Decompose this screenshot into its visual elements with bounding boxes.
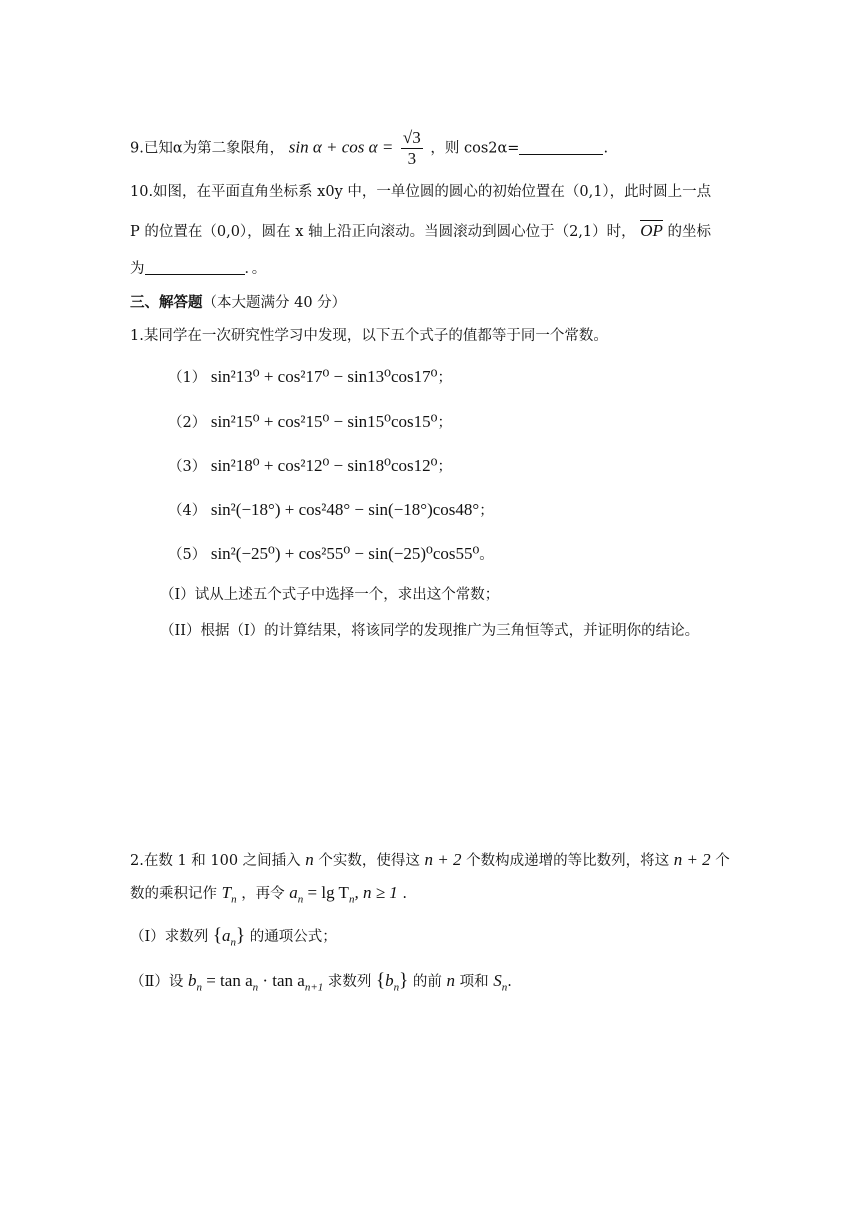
p2-line-2-end: . bbox=[402, 886, 407, 902]
p2-an-definition: $a_n = \lg T_n$, n ≥ 1 bbox=[289, 883, 398, 906]
p2-tn-symbol: T bbox=[221, 883, 232, 902]
p2-part-1-text: （Ⅰ）求数列 bbox=[130, 929, 209, 945]
formula-label: （4） bbox=[168, 503, 207, 519]
section-title: 三、解答题 bbox=[130, 294, 203, 311]
problem-2-part-2 bbox=[130, 970, 512, 998]
formula-expression: sin²(−25⁰) + cos²55⁰ − sin(−25)⁰cos55⁰ bbox=[210, 544, 480, 563]
formula-expression: sin²18⁰ + cos²12⁰ − sin18⁰cos12⁰ bbox=[210, 456, 438, 475]
q10-line-3-end: ．。 bbox=[244, 261, 267, 277]
q9-fraction-numerator: √3 bbox=[402, 128, 421, 147]
q10-line-3-text: 为 bbox=[130, 261, 145, 277]
p2-text-6: ，再令 bbox=[241, 886, 285, 902]
p2-part-2-end: . bbox=[507, 974, 512, 990]
p2-sn: $S_n$ bbox=[493, 971, 508, 994]
formula-expression: sin²(−18°) + cos²48° − sin(−18°)cos48° bbox=[210, 500, 480, 519]
question-9 bbox=[130, 128, 608, 169]
op-vector: OP bbox=[640, 221, 663, 240]
formula-end: ； bbox=[437, 370, 452, 386]
formula-end: 。 bbox=[479, 547, 494, 563]
brace-right-icon: } bbox=[235, 925, 246, 946]
formula-expression: sin²13⁰ + cos²17⁰ − sin13⁰cos17⁰ bbox=[210, 367, 438, 386]
q9-fraction bbox=[401, 128, 423, 169]
p2-text-1: 2.在数 1 和 100 之间插入 bbox=[130, 853, 301, 869]
q9-answer-blank[interactable] bbox=[519, 154, 603, 155]
formula-end: ； bbox=[479, 503, 494, 519]
p2-part-2-text-4: 项和 bbox=[459, 974, 489, 990]
formula-end: ； bbox=[437, 459, 452, 475]
p2-n-plus-2: n + 2 bbox=[424, 850, 462, 869]
q10-line-2-end: 的坐标 bbox=[667, 224, 712, 240]
formula-item-3 bbox=[168, 455, 452, 478]
p2-var-n: n bbox=[305, 850, 314, 869]
formula-label: （3） bbox=[168, 459, 207, 475]
q10-line-2-text: P 的位置在（0,0），圆在 x 轴上沿正向滚动。当圆滚动到圆心位于（2,1）时， bbox=[130, 224, 636, 240]
q9-label: 9. bbox=[130, 140, 144, 157]
p2-part-2-text: （Ⅱ）设 bbox=[130, 974, 184, 990]
p2-an-rhs: = lg T bbox=[307, 883, 349, 902]
q10-line-2 bbox=[130, 220, 711, 243]
brace-right-icon: } bbox=[399, 970, 409, 991]
formula-item-4 bbox=[168, 499, 494, 522]
sequence-a: $a_n$ bbox=[221, 926, 236, 949]
q9-text-b: ，则 cos2α= bbox=[430, 140, 520, 157]
problem-1-part-2: （II）根据（Ⅰ）的计算结果，将该同学的发现推广为三角恒等式，并证明你的结论。 bbox=[160, 623, 700, 639]
problem-1-intro: 1.某同学在一次研究性学习中发现，以下五个式子的值都等于同一个常数。 bbox=[130, 328, 608, 344]
formula-item-2 bbox=[168, 411, 452, 434]
p2-text-3: 个数构成递增的等比数列，将这 bbox=[466, 853, 670, 869]
formula-label: （1） bbox=[168, 370, 207, 386]
p2-part-1-end: 的通项公式； bbox=[249, 929, 337, 945]
p2-bn-definition: $b_n = \tan a_n \cdot \tan a_{n+1}$ bbox=[187, 971, 324, 994]
q10-line-1: 10.如图，在平面直角坐标系 x0y 中，一单位圆的圆心的初始位置在（0,1），此时圆上一点 bbox=[130, 184, 712, 200]
p2-sn-symbol: S bbox=[493, 971, 502, 990]
p2-text-4: 个 bbox=[715, 853, 730, 869]
section-note: （本大题满分 40 分） bbox=[202, 295, 347, 311]
brace-left-icon: { bbox=[212, 925, 222, 946]
sequence-b: $b_n$ bbox=[385, 971, 400, 994]
p2-an-symbol: a bbox=[289, 883, 298, 902]
p2-text-2: 个实数，使得这 bbox=[318, 853, 420, 869]
sequence-a-symbol: a bbox=[221, 926, 231, 945]
formula-expression: sin²15⁰ + cos²15⁰ − sin15⁰cos15⁰ bbox=[210, 412, 438, 431]
p2-bn-rhs: = tan a bbox=[206, 971, 253, 990]
formula-item-5 bbox=[168, 543, 494, 566]
problem-2-line-1 bbox=[130, 849, 730, 872]
p2-bn-rhs-2: · tan a bbox=[262, 971, 305, 990]
p2-part-2-text-2: 求数列 bbox=[327, 974, 372, 990]
p2-bn-symbol: b bbox=[187, 971, 197, 990]
problem-2-line-2 bbox=[130, 882, 407, 910]
section-heading bbox=[130, 292, 346, 314]
formula-item-1 bbox=[168, 366, 452, 389]
q10-line-3 bbox=[130, 258, 266, 280]
p2-n-plus-2-second: n + 2 bbox=[673, 850, 711, 869]
p2-part-2-text-3: 的前 bbox=[412, 974, 442, 990]
sequence-b-symbol: b bbox=[385, 971, 394, 990]
p2-var-n-2: n bbox=[446, 971, 455, 990]
q9-text-a: 已知α为第二象限角， bbox=[143, 140, 285, 157]
q9-fraction-denominator: 3 bbox=[407, 149, 417, 168]
formula-end: ； bbox=[437, 415, 452, 431]
q9-math-expression: sin α + cos α = bbox=[288, 137, 394, 157]
p2-text-5: 数的乘积记作 bbox=[130, 886, 217, 902]
q10-answer-blank[interactable] bbox=[145, 274, 245, 275]
brace-left-icon: { bbox=[376, 970, 386, 991]
p2-an-condition: , n ≥ 1 bbox=[354, 883, 398, 902]
q9-end: . bbox=[603, 140, 609, 157]
problem-1-part-1: （I）试从上述五个式子中选择一个，求出这个常数； bbox=[160, 587, 500, 603]
formula-label: （2） bbox=[168, 415, 207, 431]
formula-label: （5） bbox=[168, 547, 207, 563]
p2-tn: $T_n$ bbox=[221, 883, 237, 906]
problem-2-part-1 bbox=[130, 925, 337, 953]
